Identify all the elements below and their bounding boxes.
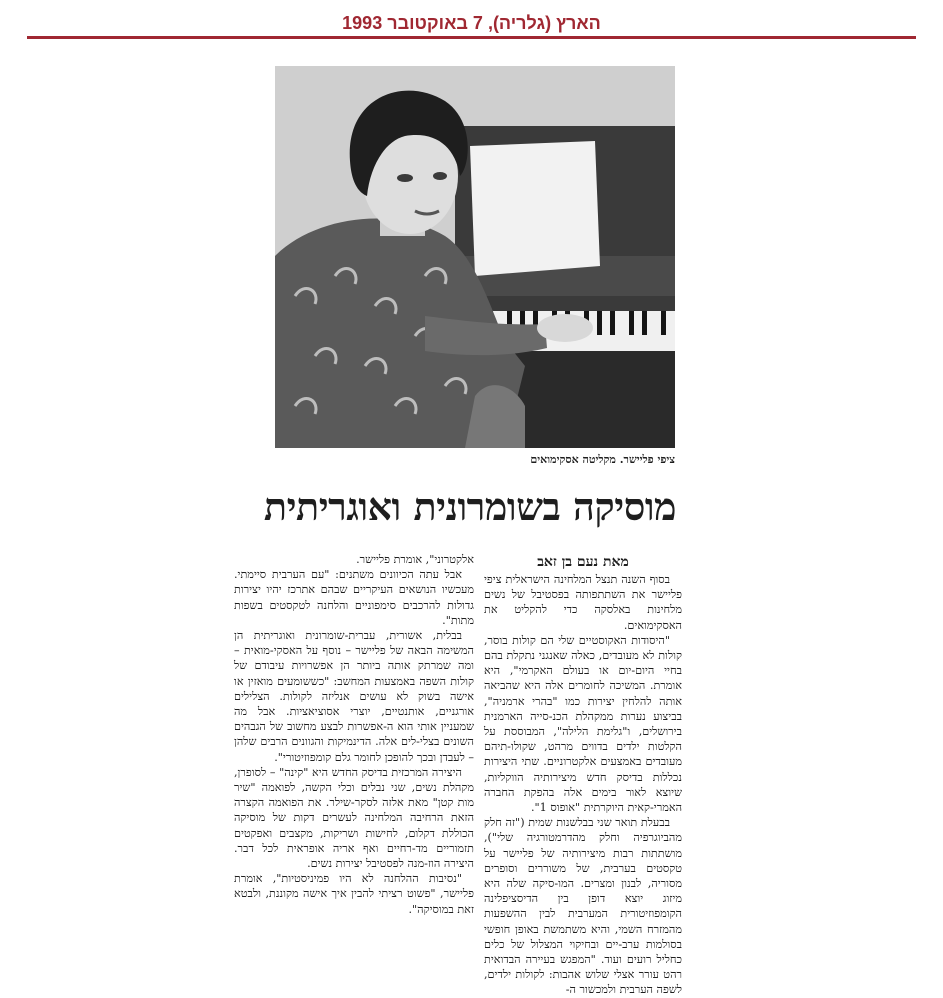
header-rule [27,36,916,39]
article-column-left [234,552,474,952]
paragraph: היצירה המרכזית בדיסק החדש היא "קינה" – לסופרן, מקהלת נשים, שני נבלים וכלי הקשה, לפואמה "שיר מות קטן" מאת אלזה לסקר-שילר. את הפואמה הקצרה הזאת הרחיבה המלחינה לעשרים דקות של מוסיקה הכוללת דקלום, לחישות ושריקות, מקצבים ואפקטים תזמוריים מד-רחיים ואף אריה אופראית לכל דבר. היצירה הוז-מנה לפסטיבל יצירות נשים. [234,765,474,871]
paragraph: בבלית, אשורית, עברית-שומרונית ואוגריתית הן המשימה הבאה של פליישר – נוסף על האסקי-מואית – ומה שמרתק אותה ביותר הן אפשרויות עיבודם של קולות השפה באמצעות המחשב: "כששומעים מואזין או אישה בשוק לא עושים אנליזה לקולות. הצלילים אורגניים, אותנטיים, יוצרי אסוציאציות. אבל מה שמעניין אותי הוא ה-אפשרות לבצע מחשוב של הגבהים השונים בצלי-לים אלה. הדינמיקות והגוונים הרבים שלהן – לעבדן ובכך להופכן לחומר גלם קומפוזיטורי". [234,629,474,764]
photo-caption: ציפי פליישר. מקליטה אסקימואים [530,453,675,466]
paragraph: בבעלת תואר שני בבלשנות שמית ("זה חלק מהביוגרפיה וחלק מהדרמטורגיה שלי"), מושתתות רבות מיצירותיה של פליישר על טקסטים בערבית, של משוררים וסופרים מסוריה, לבנון ומצרים. המו-סיקה שלה היא מיזוג יוצא דופן בין הדיסציפלינה הקומפוזיטורית המערבית לבין ההשפעות מהמזרח השמי, והיא משתמשת באופן חופשי בסולמות ערב-יים ובחיקוי המצלול של כלים כחליל רועים ועוד. "המפגש בעיירה הבדואית רהט עורר אצלי שלוש אהבות: לקולות ילדים, לשפה הערבית ולמכשור ה- [484,816,682,997]
article-headline: מוסיקה בשומרונית ואוגריתית [263,484,677,529]
portrait-photo [275,66,675,448]
page-header: הארץ (גלריה), 7 באוקטובר 1993 [342,13,601,33]
paragraph: "נסיבות ההלחנה לא היו פמיניסטיות", אומרת פליישר, "פשוט רציתי להבין איך אישה מקוננת, ולבטא זאת במוסיקה". [234,872,474,916]
paragraph-continuation: אלקטרוני", אומרת פליישר. [356,553,474,566]
paragraph: בסוף השנה תנצל המלחינה הישראלית ציפי פליישר את השתתפותה בפסטיבל של נשים מלחינות באלסקה כדי להקליט את האסקימואים. [484,573,682,632]
paragraph: "היסודות האקוסטיים שלי הם קולות בוסר, קולות לא מעובדים, כאלה שאנגני נתקלת בהם בחיי היום-יום או בעולם האקרמי", היא אומרת. המשיכה לחומרים אלה היא שהביאה אותה להלחין יצירות כמו "בהרי ארמניה", בביצוע נערות ממקהלת הכנ-סייה הארמנית בירושלים, ו"גלימת הלילה", המבוססת על הקלטות ילדים בדווים מרהט, שקולו-תיהם מעובדים באמצעים אלקטרוניים. שתי היצירות נכללות בדיסק חדש מיצירותיה הווקליות, שיוצא לאור בימים אלה בהפקת החברה האמרי-קאית היוקרתית "אופוס 1". [484,633,682,815]
byline: מאת נעם בן זאב [537,554,629,570]
article-column-right [484,552,682,997]
paragraph: אבל עתה הכיוונים משתנים: "עם הערבית סיימתי. מעכשיו הנושאים העיקריים שבהם אתרכז יהיו יצירות גדולות להרכבים סימפוניים והלחנה לטקסטים בשפות מתות". [234,568,474,627]
